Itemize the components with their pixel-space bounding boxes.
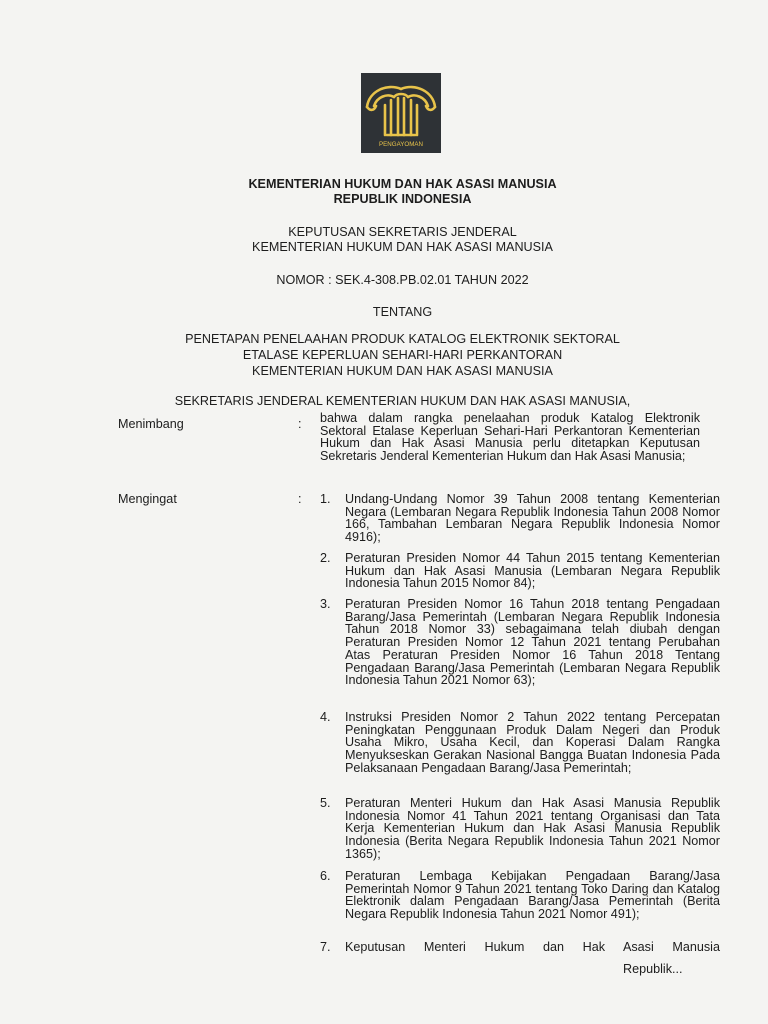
subject-line3: KEMENTERIAN HUKUM DAN HAK ASASI MANUSIA xyxy=(252,364,553,378)
subject-line1: PENETAPAN PENELAAHAN PRODUK KATALOG ELEKTRONIK SEKTORAL xyxy=(185,332,620,346)
list-item-number: 3. xyxy=(320,597,331,611)
republic-title: REPUBLIK INDONESIA xyxy=(333,192,472,206)
list-item-number: 1. xyxy=(320,492,331,506)
tentang-heading: TENTANG xyxy=(372,305,433,319)
list-item-text: Instruksi Presiden Nomor 2 Tahun 2022 tentang Percepatan Peningkatan Penggunaan Produk Dalam Negeri dan Produk Usaha Mikro, Usaha Kecil, dan Koperasi Dalam Rangka Menyukseskan Gerakan Nasional Bangga Buatan Indonesia Pada Pelaksanaan Pengadaan Barang/Jasa Pemerintah; xyxy=(345,710,720,775)
pengayoman-logo xyxy=(361,73,441,153)
ministry-title: KEMENTERIAN HUKUM DAN HAK ASASI MANUSIA xyxy=(248,177,557,191)
list-item-text: Peraturan Presiden Nomor 16 Tahun 2018 tentang Pengadaan Barang/Jasa Pemerintah (Lembaran Negara Republik Indonesia Tahun 2018 Nomor 33) sebagaimana telah diubah dengan Peraturan Presiden Nomor 12 Tahun 2021 tentang Perubahan Atas Peraturan Presiden Nomor 16 Tahun 2018 Tentang Pengadaan Barang/Jasa Pemerintah (Lembaran Negara Republik Indonesia Tahun 2021 Nomor 63); xyxy=(345,597,720,688)
menimbang-colon: : xyxy=(298,417,302,431)
pengayoman-tree-icon xyxy=(361,73,441,153)
official-title: SEKRETARIS JENDERAL KEMENTERIAN HUKUM DAN HAK ASASI MANUSIA, xyxy=(174,394,631,408)
list-item-number: 4. xyxy=(320,710,331,724)
list-item-text: Undang-Undang Nomor 39 Tahun 2008 tentang Kementerian Negara (Lembaran Negara Republik Indonesia Tahun 2008 Nomor 166, Tambahan Lembaran Negara Republik Indonesia Nomor 4916); xyxy=(345,492,720,545)
menimbang-label: Menimbang xyxy=(118,417,184,431)
subject-line2: ETALASE KEPERLUAN SEHARI-HARI PERKANTORAN xyxy=(242,348,563,362)
page-continuation: Republik... xyxy=(623,962,683,976)
mengingat-colon: : xyxy=(298,492,302,506)
list-item-number: 5. xyxy=(320,796,331,810)
list-item-text: Peraturan Menteri Hukum dan Hak Asasi Manusia Republik Indonesia Nomor 41 Tahun 2021 tentang Organisasi dan Tata Kerja Kementerian Hukum dan Hak Asasi Manusia Republik Indonesia (Berita Negara Republik Indonesia Tahun 2021 Nomor 1365); xyxy=(345,796,720,861)
list-item-text: Peraturan Lembaga Kebijakan Pengadaan Barang/Jasa Pemerintah Nomor 9 Tahun 2021 tentang Toko Daring dan Katalog Elektronik dalam Pengadaan Barang/Jasa Pemerintah (Berita Negara Republik Indonesia Tahun 2021 Nomor 491); xyxy=(345,869,720,922)
mengingat-label: Mengingat xyxy=(118,492,177,506)
list-item-number: 2. xyxy=(320,551,331,565)
list-item-text: Keputusan Menteri Hukum dan Hak Asasi Manusia xyxy=(345,940,720,954)
menimbang-text: bahwa dalam rangka penelaahan produk Katalog Elektronik Sektoral Etalase Keperluan Sehari-Hari Perkantoran Kementerian Hukum dan Hak Asasi Manusia perlu ditetapkan Keputusan Sekretaris Jenderal Kementerian Hukum dan Hak Asasi Manusia; xyxy=(320,411,700,464)
list-item-text: Peraturan Presiden Nomor 44 Tahun 2015 tentang Kementerian Hukum dan Hak Asasi Manusia (Lembaran Negara Republik Indonesia Tahun 2015 Nomor 84); xyxy=(345,551,720,591)
decree-title-line2: KEMENTERIAN HUKUM DAN HAK ASASI MANUSIA xyxy=(252,240,553,254)
logo-caption: PENGAYOMAN xyxy=(379,141,423,148)
list-item-number: 7. xyxy=(320,940,331,954)
decree-title-line1: KEPUTUSAN SEKRETARIS JENDERAL xyxy=(288,225,517,239)
decree-number: NOMOR : SEK.4-308.PB.02.01 TAHUN 2022 xyxy=(276,273,529,287)
list-item-number: 6. xyxy=(320,869,331,883)
